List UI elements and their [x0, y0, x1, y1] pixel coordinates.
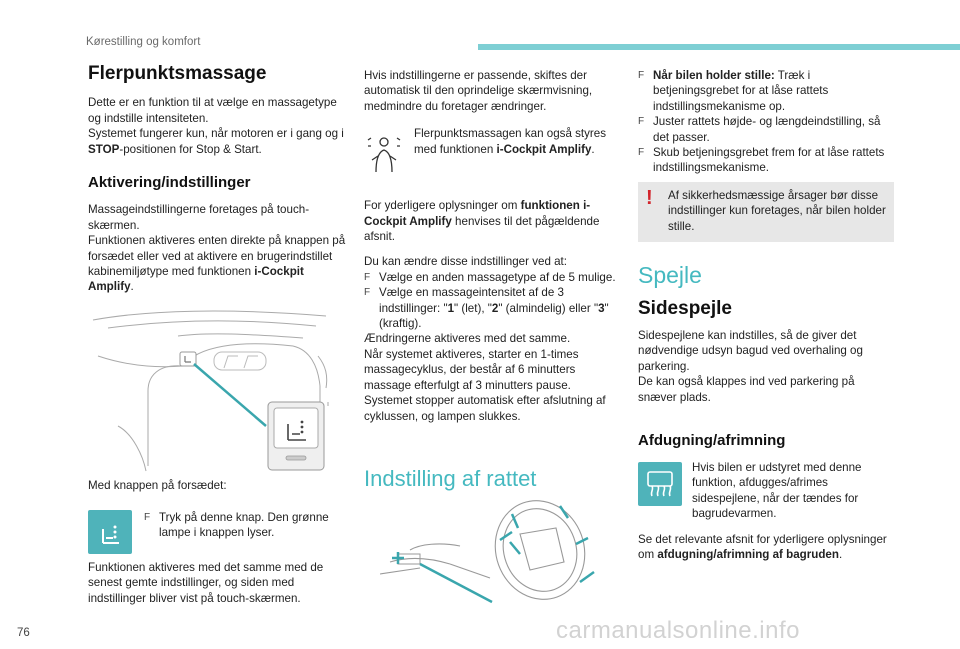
intro-paragraph [88, 95, 350, 157]
amplify-note [364, 126, 622, 190]
subtitle-activation: Aktivering/indstillinger [88, 174, 251, 192]
column-middle [364, 60, 622, 424]
header-accent-bar [478, 44, 960, 50]
change-bullet-1 [364, 270, 622, 285]
steering-steps [638, 68, 894, 176]
auto-return-paragraph: Hvis indstillingerne er passende, skiftes der automatisk til den oprindelige skærmvisning, medmindre du foretager ændringer. [364, 69, 593, 113]
section-title-massage: Flerpunktsmassage [88, 63, 267, 84]
defrost-ref-link: afdugning/afrimning af bagruden [657, 548, 839, 562]
steering-bullet-1-bold: Når bilen holder stille: [653, 69, 775, 82]
seat-button-bullet [144, 510, 352, 541]
column-right [638, 60, 894, 242]
more-info-text-a: For yderligere oplysninger om [364, 199, 521, 213]
warning-icon: ! [646, 186, 653, 209]
activation-text-2a: Funktionen aktiveres enten direkte på knappen på forsædet eller ved at aktivere en brugerindstillet kabinemiljøtype med funktionen [88, 234, 346, 279]
change-intro: Du kan ændre disse indstillinger ved at: [364, 255, 567, 269]
cycle-text: Når systemet aktiveres, starter en 1-times massagecyklus, der består af 6 minutters massage efterfulgt af 3 minutters pause. [364, 347, 579, 392]
seat-illustration [88, 306, 333, 476]
intro-text-2b: STOP [88, 142, 120, 156]
bullet-marker: F [144, 512, 151, 523]
changes-active-text: Ændringerne aktiveres med det samme. [364, 332, 571, 346]
steering-illustration [380, 498, 605, 608]
closing-paragraph: Funktionen aktiveres med det samme med de senest gemte indstillinger, og siden med indstillinger bliver vist på touch-skærmen. [88, 561, 324, 605]
change-bullet-1-text: Vælge en anden massagetype af de 5 mulige. [379, 270, 616, 284]
watermark: carmanualsonline.info [556, 617, 800, 644]
steering-bullet-1-text: Træk i betjeningsgrebet for at låse rattets indstillingsmekanisme op. [653, 69, 829, 113]
seat-button-label: Med knappen på forsædet: [88, 479, 227, 492]
activation-paragraph [88, 202, 350, 294]
intensity-2: 2 [491, 301, 499, 315]
bullet-marker: F [638, 116, 645, 128]
steering-bullet-2 [638, 114, 894, 145]
intro-text-1: Dette er en funktion til at vælge en massagetype og indstille intensiteten. [88, 96, 337, 125]
chapter-title-mirrors: Spejle [638, 262, 702, 288]
amplify-note-text-b: i-Cockpit Amplify [496, 142, 592, 156]
steering-bullet-3-text: Skub betjeningsgrebet frem for at låse rattets indstillingsmekanisme. [653, 146, 885, 175]
change-bullet-2-text-e: " (almindelig) eller " [498, 301, 599, 315]
warning-box [638, 182, 894, 242]
page-number: 76 [17, 627, 30, 639]
intro-text-2a: Systemet fungerer kun, når motoren er i gang og i [88, 127, 344, 141]
mirrors-text-1: Sidespejlene kan indstilles, så de giver det nødvendige udsyn bagud ved overhaling og parkering. [638, 329, 863, 373]
seat-button-bullet-text: Tryk på denne knap. Den grønne lampe i knappen lyser. [159, 511, 329, 540]
mirrors-text-2: De kan også klappes ind ved parkering på snæver plads. [638, 375, 855, 404]
defrost-ref-text-a: Se det relevante afsnit for yderligere oplysninger om [638, 533, 887, 562]
bullet-marker: F [638, 70, 645, 81]
bullet-marker: F [364, 271, 371, 283]
change-bullet-2-text-c: " (let), " [454, 301, 492, 315]
change-bullet-2 [364, 285, 622, 331]
defrost-ref-paragraph [638, 532, 894, 563]
activation-text-2c: . [130, 280, 134, 294]
column-left [88, 60, 350, 305]
massage-person-icon [364, 130, 404, 174]
steering-bullet-1 [638, 68, 894, 114]
activation-text-1: Massageindstillingerne foretages på touch-skærmen. [88, 203, 310, 232]
more-info-paragraph [364, 198, 622, 244]
chapter-header: Kørestilling og komfort [86, 36, 201, 48]
intensity-1: 1 [447, 301, 455, 315]
bullet-marker: F [638, 147, 645, 159]
mirrors-paragraph [638, 328, 894, 405]
section-title-steering: Indstilling af rattet [364, 466, 537, 491]
more-info-text-b: funktionen i-Cockpit Amplify [364, 199, 591, 228]
auto-stop-text: Systemet stopper automatisk efter afslutning af cyklussen, og lampen slukkes. [364, 394, 606, 423]
bullet-marker: F [364, 287, 371, 299]
activation-text-2b: i-Cockpit Amplify [88, 265, 304, 294]
intensity-3: 3 [598, 301, 605, 315]
seat-massage-icon [88, 510, 132, 554]
section-title-side-mirrors: Sidespejle [638, 298, 732, 319]
warning-text: Af sikkerhedsmæssige årsager bør disse indstillinger kun foretages, når bilen holder stille. [668, 188, 886, 233]
intro-text-2c: -positionen for Stop & Start. [119, 142, 262, 156]
amplify-note-text-c: . [591, 142, 595, 156]
change-settings-block [364, 254, 622, 423]
defrost-text: Hvis bilen er udstyret med denne funktion, afdugges/afrimes sidespejlene, når der tændes for bagrudevarmen. [692, 461, 862, 521]
subtitle-defrost: Afdugning/afrimning [638, 432, 786, 449]
steering-bullet-3 [638, 145, 894, 176]
more-info-text-c: henvises til det pågældende afsnit. [364, 214, 600, 244]
amplify-note-text-a: Flerpunktsmassagen kan også styres med funktionen [414, 127, 607, 156]
change-bullet-2-text-g: " (kraftig). [379, 301, 609, 331]
mirror-defrost-icon [638, 462, 682, 506]
steering-bullet-2-text: Juster rattets højde- og længdeindstilling, så det passer. [653, 115, 881, 144]
defrost-ref-text-c: . [838, 548, 843, 562]
change-bullet-2-text-a: Vælge en massageintensitet af de 3 indstillinger: " [379, 286, 564, 315]
